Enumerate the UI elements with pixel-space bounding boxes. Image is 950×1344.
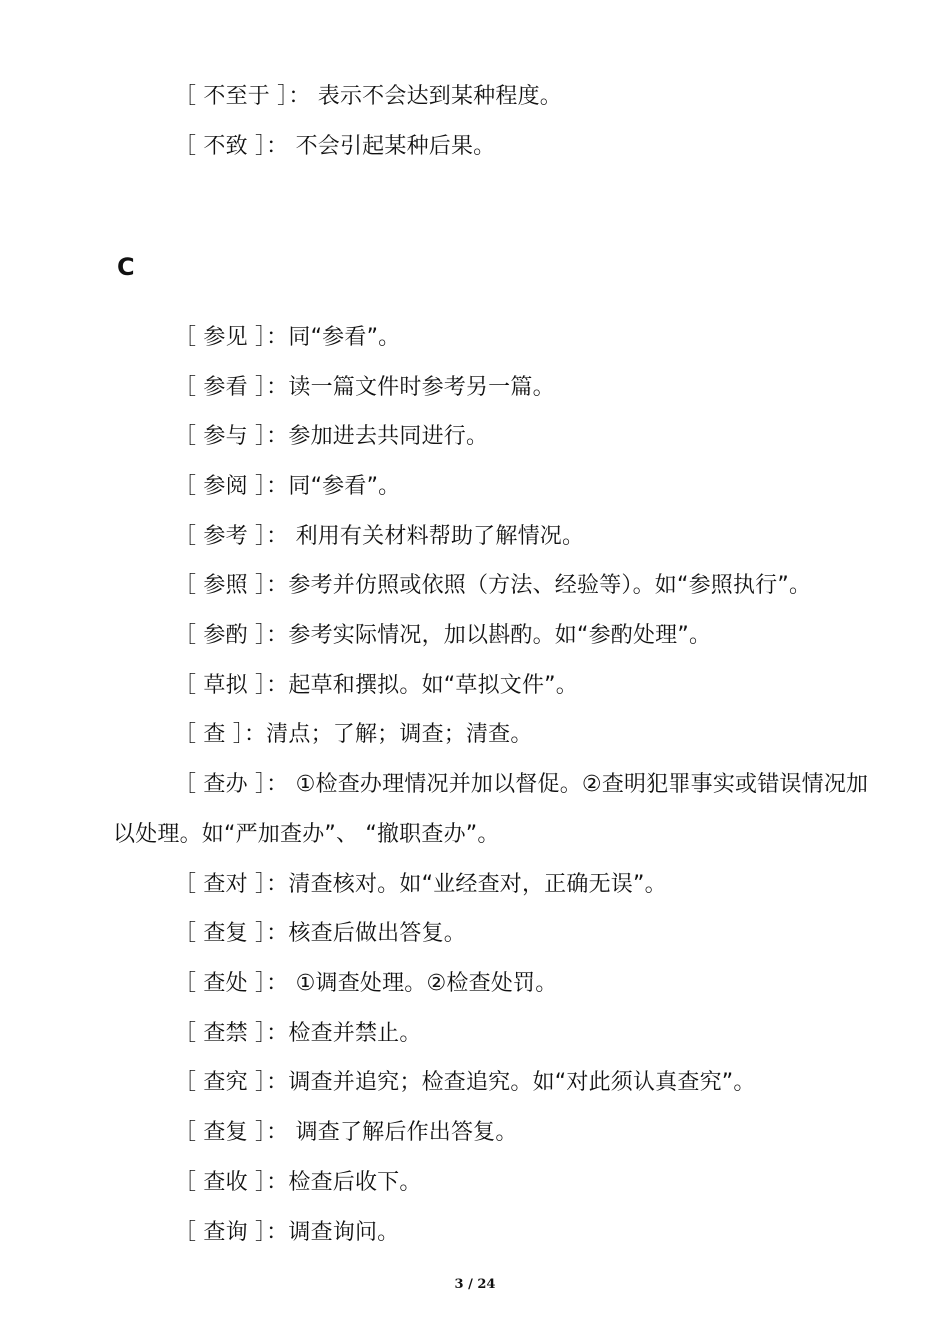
entry-chaban: ［ 查办 ］： ①检查办理情况并加以督促。②查明犯罪事实或错误情况加以处理。如“严加查办”、 “撤职查办”。: [113, 772, 869, 847]
entry-canzhao: ［ 参照 ］：参考并仿照或依照（方法、经验等）。如“参照执行”。: [174, 573, 812, 598]
entry-canzhuo: ［ 参酌 ］：参考实际情况，加以斟酌。如“参酌处理”。: [174, 623, 712, 648]
entry-canjian: ［ 参见 ］：同“参看”。: [174, 325, 401, 350]
page-number: 3 / 24: [454, 1277, 496, 1292]
entry-buzhi: ［ 不致 ］： 不会引起某种后果。: [174, 134, 496, 159]
section-heading-c: C: [117, 253, 135, 281]
entry-buzhiyu: ［ 不至于 ］： 表示不会达到某种程度。: [174, 84, 562, 109]
entry-cankao: ［ 参考 ］： 利用有关材料帮助了解情况。: [174, 524, 585, 549]
entry-caoni: ［ 草拟 ］：起草和撰拟。如“草拟文件”。: [174, 673, 578, 698]
entry-chafu-2: ［ 查复 ］： 调查了解后作出答复。: [174, 1120, 518, 1145]
entry-canyu: ［ 参与 ］：参加进去共同进行。: [174, 424, 489, 449]
entry-canyue: ［ 参阅 ］：同“参看”。: [174, 474, 401, 499]
entry-chajin: ［ 查禁 ］：检查并禁止。: [174, 1021, 422, 1046]
entry-chachu: ［ 查处 ］： ①调查处理。②检查处罚。: [174, 971, 558, 996]
entry-chaxun: ［ 查询 ］：调查询问。: [174, 1220, 400, 1245]
entry-chashou: ［ 查收 ］：检查后收下。: [174, 1170, 422, 1195]
entry-chafu: ［ 查复 ］：核查后做出答复。: [174, 921, 466, 946]
entry-cha: ［ 查 ］：清点；了解；调查；清查。: [174, 722, 533, 747]
entry-chajiu: ［ 查究 ］：调查并追究；检查追究。如“对此须认真查究”。: [174, 1070, 756, 1095]
entry-cankan: ［ 参看 ］：读一篇文件时参考另一篇。: [174, 375, 555, 400]
entry-chadui: ［ 查对 ］：清查核对。如“业经查对，正确无误”。: [174, 872, 667, 897]
